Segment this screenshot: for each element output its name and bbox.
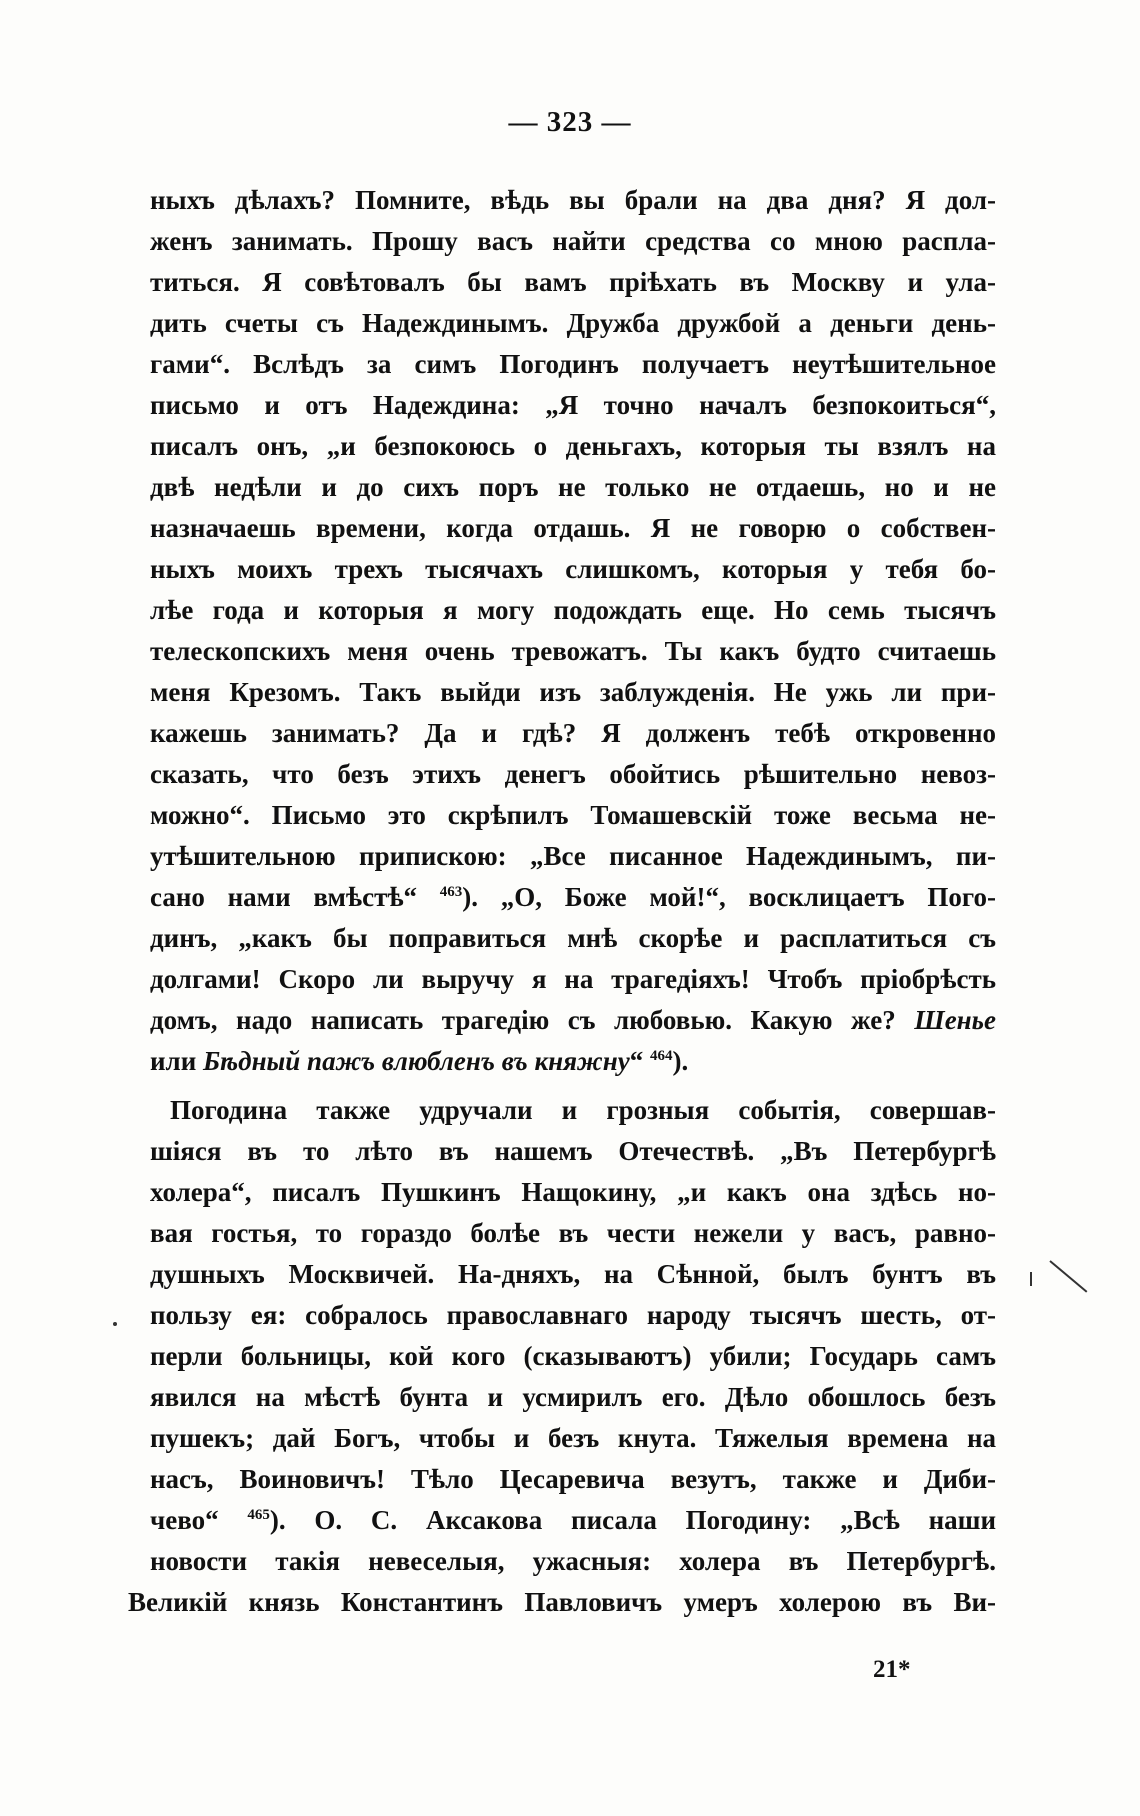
text-segment: пушекъ; дай Богъ, чтобы и безъ кнута. Тяжелыя времена на [150,1423,996,1453]
text-line [150,631,996,672]
text-segment: явился на мѣстѣ бунта и усмирилъ его. Дѣло обошлось безъ [150,1382,996,1412]
body-text [128,180,996,1623]
text-line [150,221,996,262]
text-line [150,1090,996,1131]
footnote-ref: 464 [649,1048,673,1064]
text-line [150,262,996,303]
text-segment: меня Крезомъ. Такъ выйди изъ заблужденія. Не ужь ли при- [150,677,996,707]
text-line [150,836,996,877]
text-line [150,1295,996,1336]
text-line [150,467,996,508]
margin-dot-mark [113,1322,117,1326]
text-segment: сказать, что безъ этихъ денегъ обойтись рѣшительно невоз- [150,759,996,789]
text-line [150,590,996,631]
text-line [150,303,996,344]
text-segment: ). „О, Боже мой!“, восклицаетъ Пого- [462,882,996,912]
text-segment: холера“, писалъ Пушкинъ Нащокину, „и какъ она здѣсь но- [150,1177,996,1207]
text-segment: назначаешь времени, когда отдашь. Я не говорю о собствен- [150,513,996,543]
text-segment: писалъ онъ, „и безпокоюсь о деньгахъ, которыя ты взялъ на [150,431,996,461]
text-segment: вая гостья, то гораздо болѣе въ чести нежели у васъ, равно- [150,1218,996,1248]
text-segment: утѣшительною припискою: „Все писанное Надеждинымъ, пи- [150,841,996,871]
text-segment: двѣ недѣли и до сихъ поръ не только не отдаешь, но и не [150,472,996,502]
text-line [150,1131,996,1172]
text-line [150,1254,996,1295]
paragraph [150,180,996,1082]
text-segment: женъ занимать. Прошу васъ найти средства со мною распла- [150,226,996,256]
margin-pencil-mark [1030,1272,1032,1286]
paragraph [128,1090,996,1623]
footnote-ref: 463 [439,884,463,900]
text-line [150,180,996,221]
text-segment: Бѣдный пажъ влюбленъ въ княжну [203,1046,630,1076]
text-segment: ). [672,1046,689,1076]
text-segment: письмо и отъ Надеждина: „Я точно началъ безпокоиться“, [150,390,996,420]
text-line [150,1541,996,1582]
text-segment: шіяся въ то лѣто въ нашемъ Отечествѣ. „Въ Петербургѣ [150,1136,996,1166]
printer-signature: 21* [873,1656,911,1683]
text-line [150,754,996,795]
text-segment: дить счеты съ Надеждинымъ. Дружба дружбой а деньги день- [150,308,996,338]
text-line [150,426,996,467]
text-segment: перли больницы, кой кого (сказываютъ) убили; Государь самъ [150,1341,996,1371]
text-line [150,1041,996,1082]
text-segment: пользу ея: собралось православнаго народу тысячъ шесть, от- [150,1300,996,1330]
text-line [150,1500,996,1541]
text-line [150,1336,996,1377]
text-segment: кажешь занимать? Да и гдѣ? Я долженъ тебѣ откровенно [150,718,996,748]
text-segment: новости такія невеселыя, ужасныя: холера въ Петербургѣ. [150,1546,996,1576]
text-line [150,713,996,754]
page-number: — 323 — [508,106,632,138]
text-segment: гами“. Вслѣдъ за симъ Погодинъ получаетъ неутѣшительное [150,349,996,379]
text-segment: Погодина также удручали и грозныя событія, совершав- [170,1095,996,1125]
text-line [150,1459,996,1500]
text-segment: чево“ [150,1505,248,1535]
text-line [150,1000,996,1041]
text-line [150,1418,996,1459]
text-segment: ). О. С. Аксакова писала Погодину: „Всѣ наши [269,1505,996,1535]
text-line [150,672,996,713]
text-segment: долгами! Скоро ли выручу я на трагедіяхъ! Чтобъ пріобрѣсть [150,964,996,994]
footnote-ref: 465 [247,1507,270,1523]
text-segment: Шенье [914,1005,996,1035]
text-line [150,877,996,918]
text-segment: лѣе года и которыя я могу подождать еще. Но семь тысячъ [150,595,996,625]
text-segment: ныхъ дѣлахъ? Помните, вѣдь вы брали на два дня? Я дол- [150,185,996,215]
text-line [150,344,996,385]
text-segment: можно“. Письмо это скрѣпилъ Томашевскій тоже весьма не- [150,800,996,830]
text-line [150,918,996,959]
text-segment: или [150,1046,204,1076]
text-line [150,1213,996,1254]
text-segment: динъ, „какъ бы поправиться мнѣ скорѣе и расплатиться съ [150,923,996,953]
text-segment: сано нами вмѣстѣ“ [150,882,440,912]
text-line [150,549,996,590]
text-segment: титься. Я совѣтовалъ бы вамъ пріѣхать въ Москву и ула- [150,267,996,297]
text-segment: ныхъ моихъ трехъ тысячахъ слишкомъ, которыя у тебя бо- [150,554,996,584]
text-segment: “ [629,1046,650,1076]
text-line [128,1582,996,1623]
text-line [150,508,996,549]
text-line [150,385,996,426]
margin-pencil-mark [1049,1260,1087,1292]
text-segment: Великій князь Константинъ Павловичъ умеръ холерою въ Ви- [128,1587,996,1617]
text-segment: домъ, надо написать трагедію съ любовью. Какую же? [150,1005,915,1035]
text-segment: насъ, Воиновичъ! Тѣло Цесаревича везутъ, также и Диби- [150,1464,996,1494]
text-line [150,1172,996,1213]
text-line [150,795,996,836]
text-line [150,959,996,1000]
text-segment: душныхъ Москвичей. На-дняхъ, на Сѣнной, былъ бунтъ въ [150,1259,996,1289]
text-line [150,1377,996,1418]
text-segment: телескопскихъ меня очень тревожатъ. Ты какъ будто считаешь [150,636,996,666]
